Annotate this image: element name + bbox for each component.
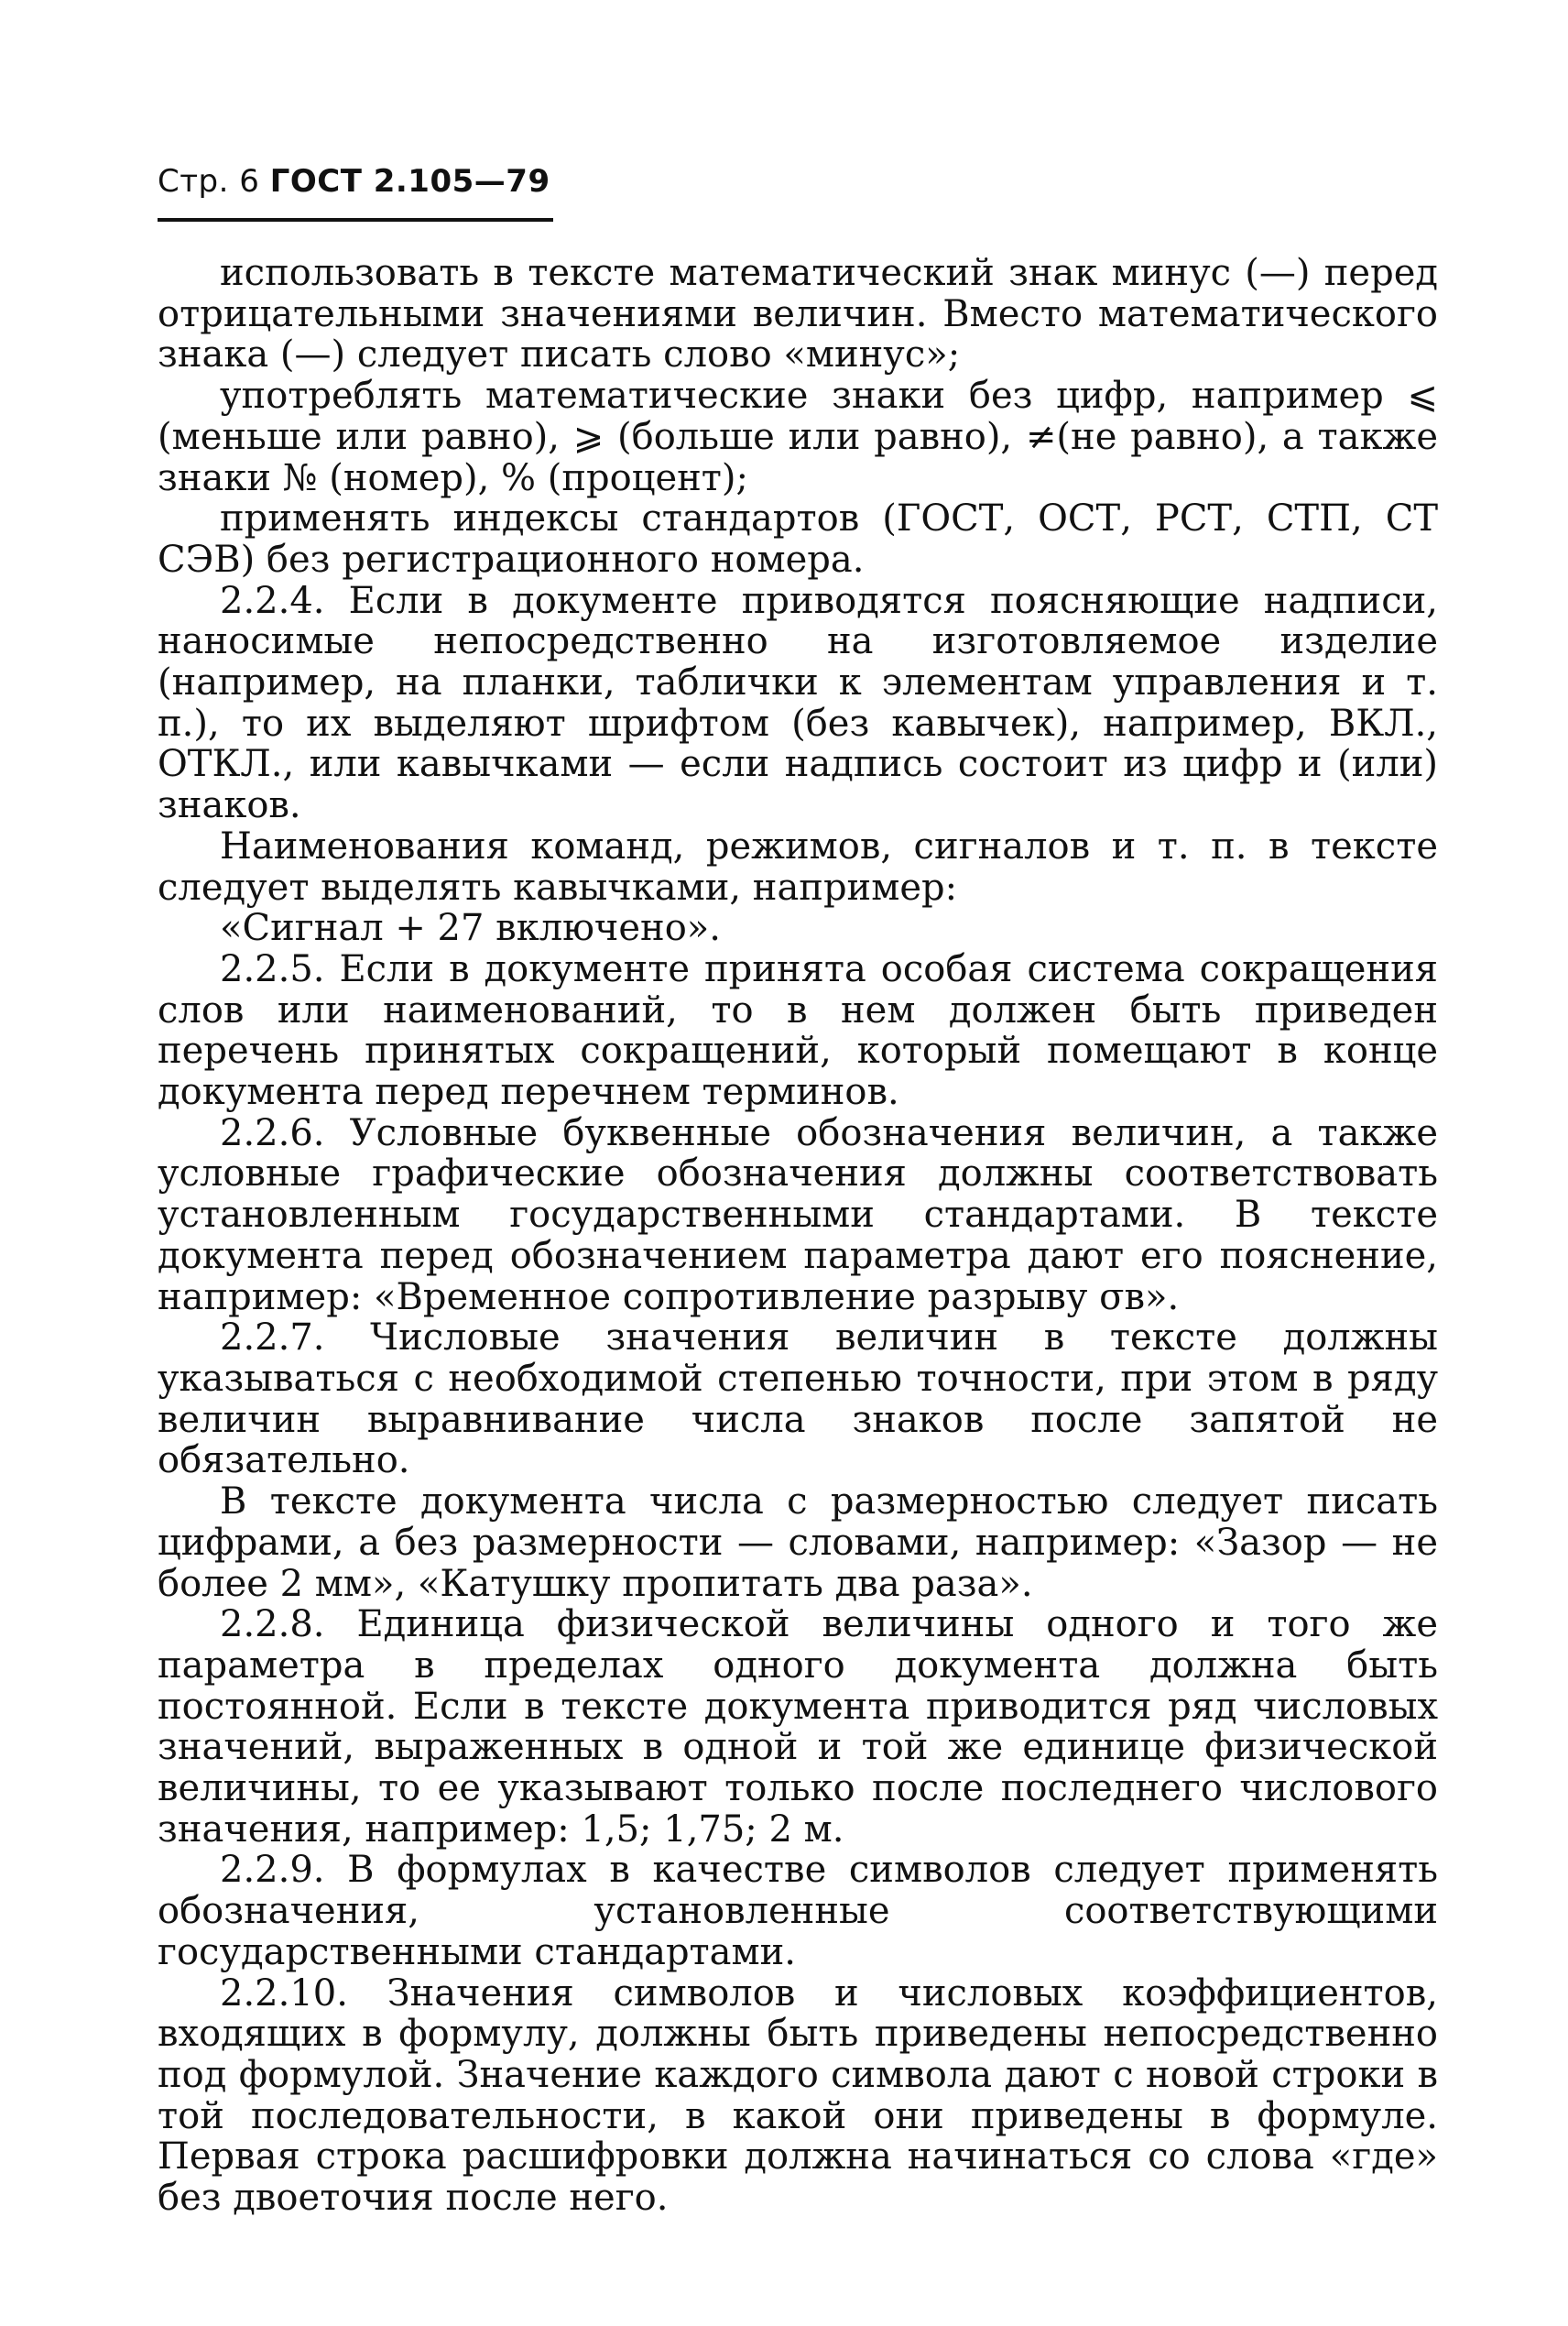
paragraph-2-2-5: 2.2.5. Если в документе принята особая система сокращения слов или наименований, то в нем должен быть приведен перечень принятых сокращений, который помещают в конце документа перед перечнем терминов. bbox=[158, 947, 1438, 1114]
page-number: Стр. 6 bbox=[158, 163, 260, 200]
page-header bbox=[158, 163, 550, 200]
document-body bbox=[158, 253, 1438, 2219]
paragraph-numbers-with-dimension: В тексте документа числа с размерностью следует писать цифрами, а без размерности — словами, например: «Зазор — не более 2 мм», «Катушку пропитать два раза». bbox=[158, 1480, 1438, 1605]
paragraph-2-2-10: 2.2.10. Значения символов и числовых коэффициентов, входящих в формулу, должны быть приведены непосредственно под формулой. Значение каждого символа дают с новой строки в той последовательности, в какой они приведены в формуле. Первая строка расшифровки должна начинаться со слова «где» без двоеточия после него. bbox=[158, 1971, 1438, 2220]
paragraph-signal-example: «Сигнал + 27 включено». bbox=[220, 907, 721, 950]
paragraph-standard-indices: применять индексы стандартов (ГОСТ, ОСТ, РСТ, СТП, СТ СЭВ) без регистрационного номера. bbox=[158, 497, 1438, 581]
paragraph-minus-sign: использовать в тексте математический знак минус (—) перед отрицательными значениями величин. Вместо математического знака (—) следует писать слово «минус»; bbox=[158, 252, 1438, 377]
paragraph-math-signs: употреблять математические знаки без цифр, например ⩽ (меньше или равно), ⩾ (больше или равно), ≠(не равно), а также знаки № (номер), % (процент); bbox=[158, 375, 1438, 499]
paragraph-command-names: Наименования команд, режимов, сигналов и т. п. в тексте следует выделять кавычками, например: bbox=[158, 824, 1438, 909]
paragraph-2-2-7: 2.2.7. Числовые значения величин в тексте должны указываться с необходимой степенью точности, при этом в ряду величин выравнивание числа знаков после запятой не обязательно. bbox=[158, 1316, 1438, 1482]
paragraph-2-2-4: 2.2.4. Если в документе приводятся поясняющие надписи, наносимые непосредственно на изготовляемое изделие (например, на планки, таблички к элементам управления и т. п.), то их выделяют шрифтом (без кавычек), например, ВКЛ., ОТКЛ., или кавычками — если надпись состоит из цифр и (или) знаков. bbox=[158, 579, 1438, 827]
header-underline bbox=[158, 218, 553, 222]
standard-designation: ГОСТ 2.105—79 bbox=[269, 163, 550, 200]
paragraph-2-2-6: 2.2.6. Условные буквенные обозначения величин, а также условные графические обозначения должны соответствовать установленным государственными стандартами. В тексте документа перед обозначением параметра дают его пояснение, например: «Временное сопротивление разрыву σв». bbox=[158, 1111, 1438, 1318]
paragraph-2-2-9: 2.2.9. В формулах в качестве символов следует применять обозначения, установленные соответствующими государственными стандартами. bbox=[158, 1849, 1438, 1973]
paragraph-2-2-8: 2.2.8. Единица физической величины одного и того же параметра в пределах одного документа должна быть постоянной. Если в тексте документа приводится ряд числовых значений, выраженных в одной и той же единице физической величины, то ее указывают только после последнего числового значения, например: 1,5; 1,75; 2 м. bbox=[158, 1603, 1438, 1851]
